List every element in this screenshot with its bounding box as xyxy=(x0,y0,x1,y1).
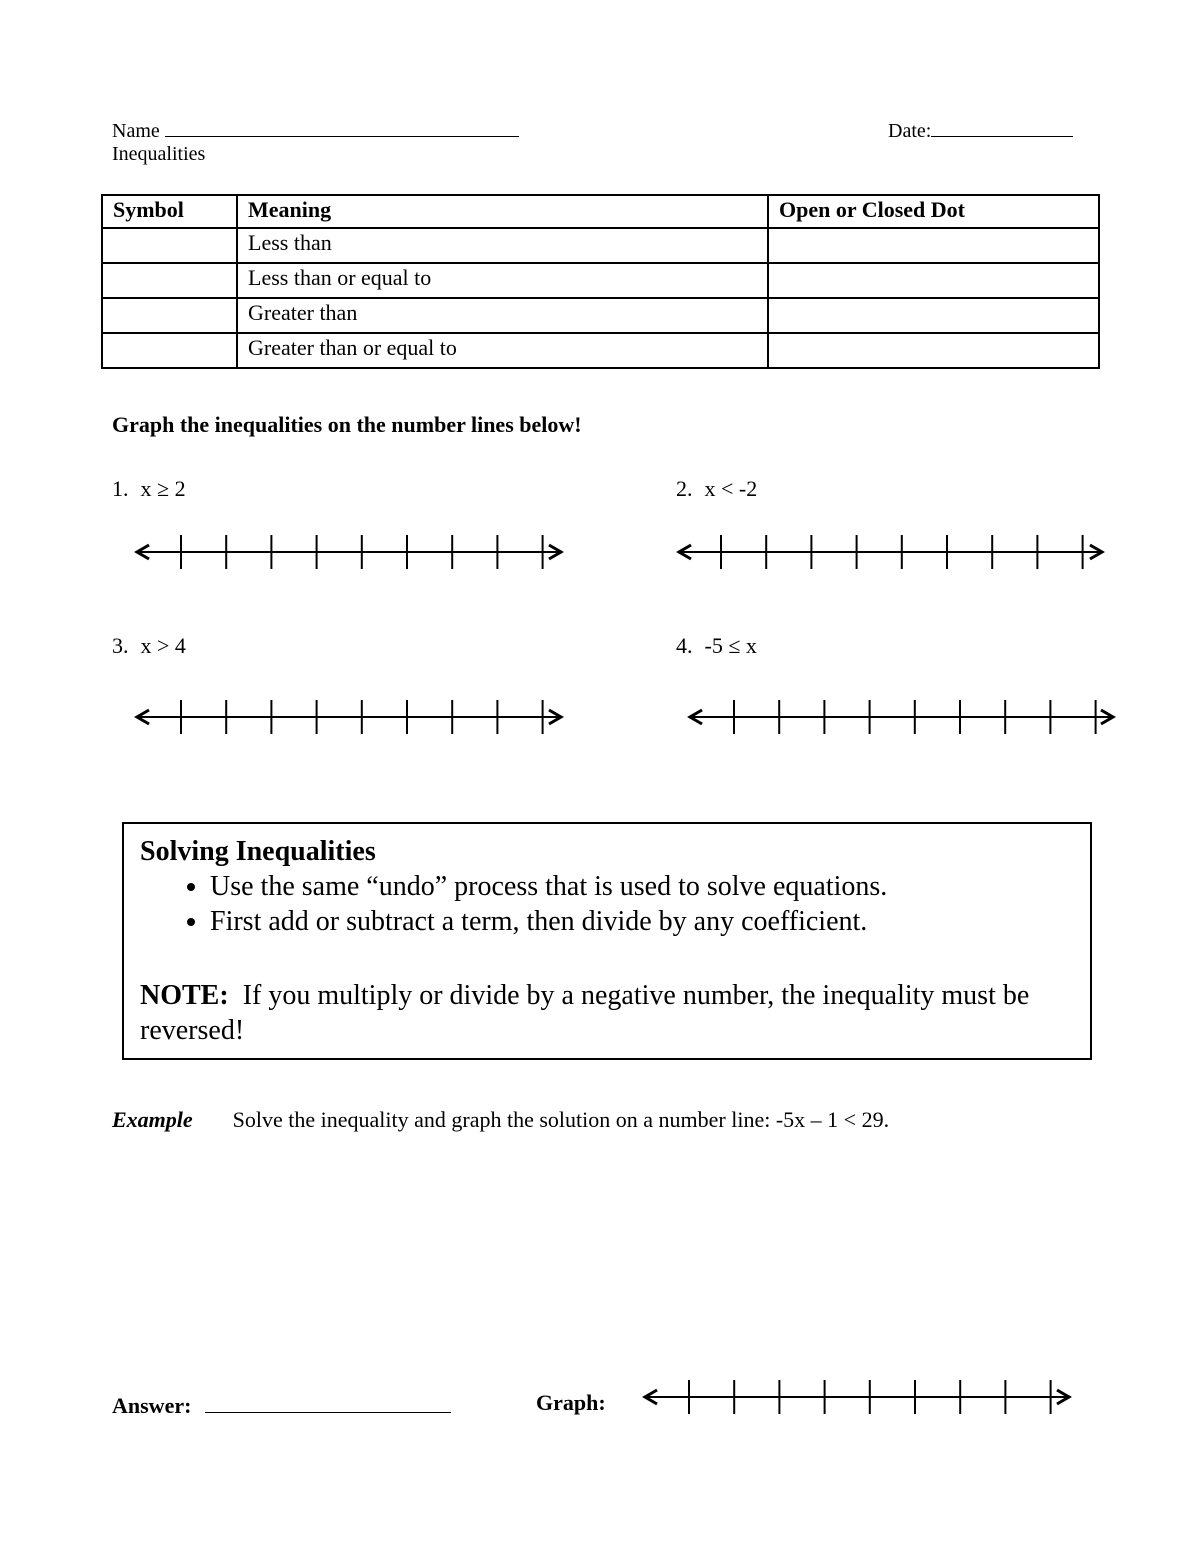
name-label: Name xyxy=(112,120,160,142)
rule-bullet: • Use the same “undo” process that is used to solve equations. xyxy=(210,869,1074,904)
answer-label: Answer: xyxy=(112,1393,192,1418)
inequality-symbol-table xyxy=(101,194,1100,369)
meaning-cell: Greater than or equal to xyxy=(237,333,768,368)
solving-inequalities-box xyxy=(122,822,1092,1060)
number-line-4[interactable] xyxy=(686,697,1119,737)
rule-bullet-list xyxy=(140,869,1074,939)
example-label: Example xyxy=(112,1107,193,1132)
table-row xyxy=(102,228,1099,263)
problem-number: 1. xyxy=(112,476,129,501)
meaning-cell: Greater than xyxy=(237,298,768,333)
problem-3 xyxy=(112,633,186,659)
name-field xyxy=(112,116,519,143)
problem-number: 2. xyxy=(676,476,693,501)
dot-cell[interactable] xyxy=(768,298,1099,333)
rule-box-title: Solving Inequalities xyxy=(140,836,376,867)
symbol-cell[interactable] xyxy=(102,298,237,333)
date-label: Date: xyxy=(888,120,932,142)
meaning-cell: Less than or equal to xyxy=(237,263,768,298)
problem-text: x > 4 xyxy=(140,633,186,658)
number-line-answer[interactable] xyxy=(641,1377,1075,1417)
number-line-2[interactable] xyxy=(675,532,1108,572)
problem-number: 3. xyxy=(112,633,129,658)
symbol-cell[interactable] xyxy=(102,228,237,263)
graph-label: Graph: xyxy=(536,1390,606,1415)
answer-field xyxy=(112,1390,451,1419)
date-blank-line[interactable] xyxy=(931,116,1073,137)
page-subtitle: Inequalities xyxy=(112,143,206,165)
symbol-cell[interactable] xyxy=(102,263,237,298)
table-row xyxy=(102,333,1099,368)
dot-cell[interactable] xyxy=(768,333,1099,368)
date-field xyxy=(888,116,1073,143)
meaning-cell: Less than xyxy=(237,228,768,263)
problem-text: x < -2 xyxy=(704,476,758,501)
example-line xyxy=(112,1107,889,1133)
rule-note xyxy=(140,978,1074,1048)
table-row xyxy=(102,298,1099,333)
symbol-cell[interactable] xyxy=(102,333,237,368)
dot-cell[interactable] xyxy=(768,228,1099,263)
name-blank-line[interactable] xyxy=(165,116,519,137)
number-line-3[interactable] xyxy=(133,697,567,737)
number-line-1[interactable] xyxy=(133,532,567,572)
dot-cell[interactable] xyxy=(768,263,1099,298)
problem-number: 4. xyxy=(676,633,693,658)
table-row xyxy=(102,263,1099,298)
rule-bullet: • First add or subtract a term, then divide by any coefficient. xyxy=(210,904,1074,939)
header-dot: Open or Closed Dot xyxy=(768,195,1099,228)
example-text: Solve the inequality and graph the solution on a number line: -5x – 1 < 29. xyxy=(232,1107,890,1132)
graph-instructions: Graph the inequalities on the number lines below! xyxy=(112,412,582,437)
answer-blank-line[interactable] xyxy=(205,1390,451,1413)
problem-4 xyxy=(676,633,757,659)
note-text: If you multiply or divide by a negative number, the inequality must be reversed! xyxy=(140,980,1030,1046)
problem-text: -5 ≤ x xyxy=(704,633,757,658)
header-meaning: Meaning xyxy=(237,195,768,228)
problem-2 xyxy=(676,476,757,502)
header-symbol: Symbol xyxy=(102,195,237,228)
problem-1 xyxy=(112,476,186,502)
note-label: NOTE: xyxy=(140,980,229,1011)
problem-text: x ≥ 2 xyxy=(140,476,186,501)
table-header-row xyxy=(102,195,1099,228)
